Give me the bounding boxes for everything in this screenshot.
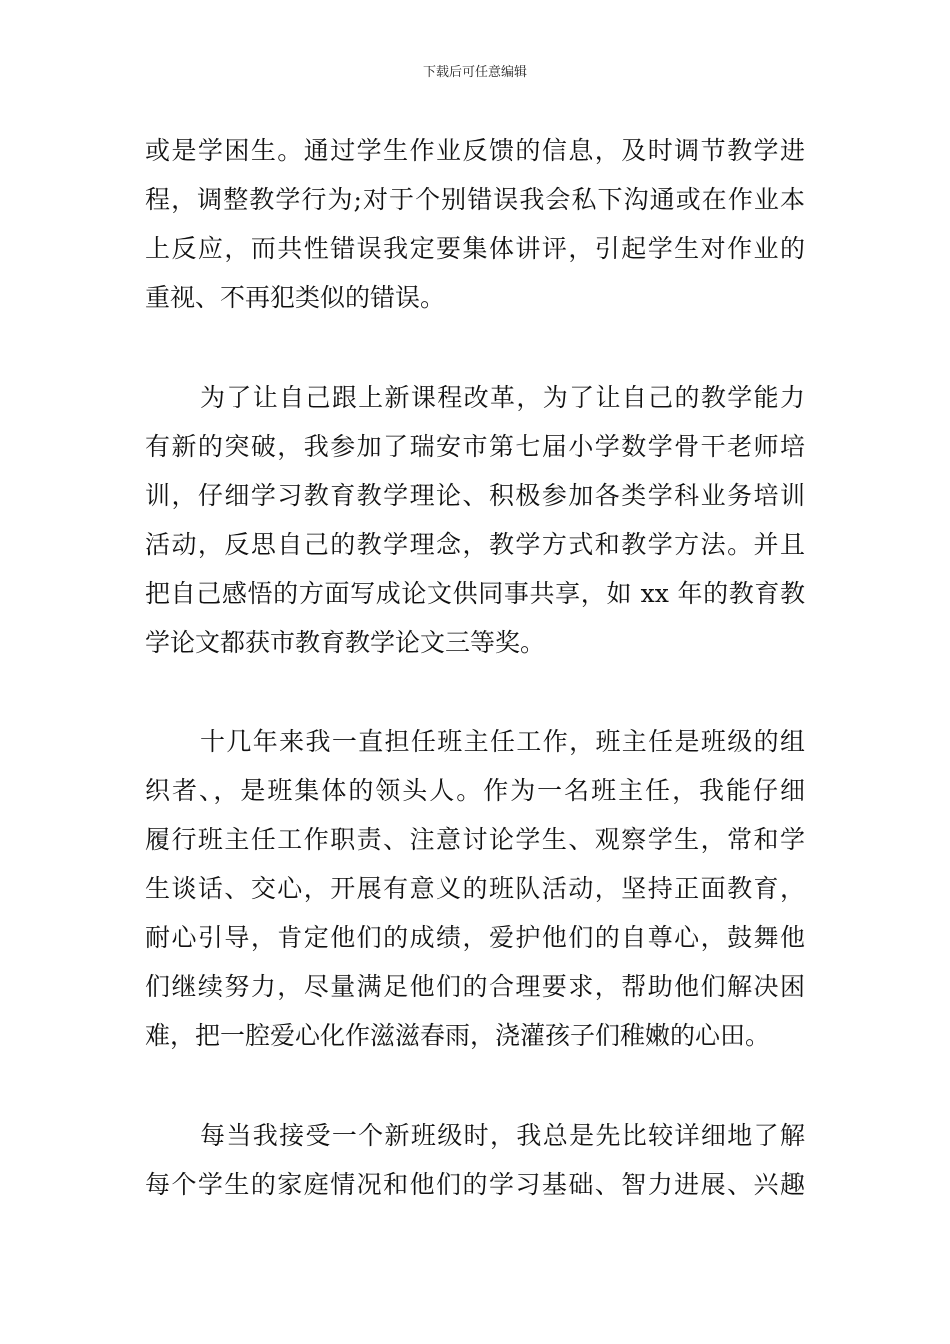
paragraph-3-line-6: 们继续努力，尽量满足他们的合理要求，帮助他们解决困 xyxy=(145,972,805,1001)
paragraph-1-line-3: 上反应，而共性错误我定要集体讲评，引起学生对作业的 xyxy=(145,234,805,263)
paragraph-2-line-2: 有新的突破，我参加了瑞安市第七届小学数学骨干老师培 xyxy=(145,432,805,461)
paragraph-2-line-4: 活动，反思自己的教学理念，教学方式和教学方法。并且 xyxy=(145,530,805,559)
page-header: 下载后可任意编辑 xyxy=(422,65,527,80)
paragraph-3-line-7: 难，把一腔爱心化作滋滋春雨，浇灌孩子们稚嫩的心田。 xyxy=(145,1021,771,1050)
paragraph-3-line-1: 十几年来我一直担任班主任工作，班主任是班级的组 xyxy=(200,727,805,756)
paragraph-2-line-5: 把自己感悟的方面写成论文供同事共享，如 xx 年的教育教 xyxy=(145,579,805,608)
paragraph-4-line-2: 每个学生的家庭情况和他们的学习基础、智力进展、兴趣 xyxy=(145,1170,805,1199)
paragraph-1-line-1: 或是学困生。通过学生作业反馈的信息，及时调节教学进 xyxy=(145,136,805,165)
paragraph-3-line-2: 织者、，是班集体的领头人。作为一名班主任，我能仔细 xyxy=(145,776,805,805)
paragraph-3-line-3: 履行班主任工作职责、注意讨论学生、观察学生，常和学 xyxy=(145,825,805,854)
paragraph-2-line-1: 为了让自己跟上新课程改革，为了让自己的教学能力 xyxy=(200,383,805,412)
paragraph-3-line-4: 生谈话、交心，开展有意义的班队活动，坚持正面教育， xyxy=(145,874,805,903)
paragraph-2-line-6: 学论文都获市教育教学论文三等奖。 xyxy=(145,628,546,657)
paragraph-4-line-1: 每当我接受一个新班级时，我总是先比较详细地了解 xyxy=(200,1121,805,1150)
paragraph-1-line-4: 重视、不再犯类似的错误。 xyxy=(145,283,446,312)
paragraph-2-line-3: 训，仔细学习教育教学理论、积极参加各类学科业务培训 xyxy=(145,481,805,510)
paragraph-1-line-2: 程，调整教学行为;对于个别错误我会私下沟通或在作业本 xyxy=(145,185,805,214)
paragraph-3-line-5: 耐心引导，肯定他们的成绩，爱护他们的自尊心，鼓舞他 xyxy=(145,923,805,952)
